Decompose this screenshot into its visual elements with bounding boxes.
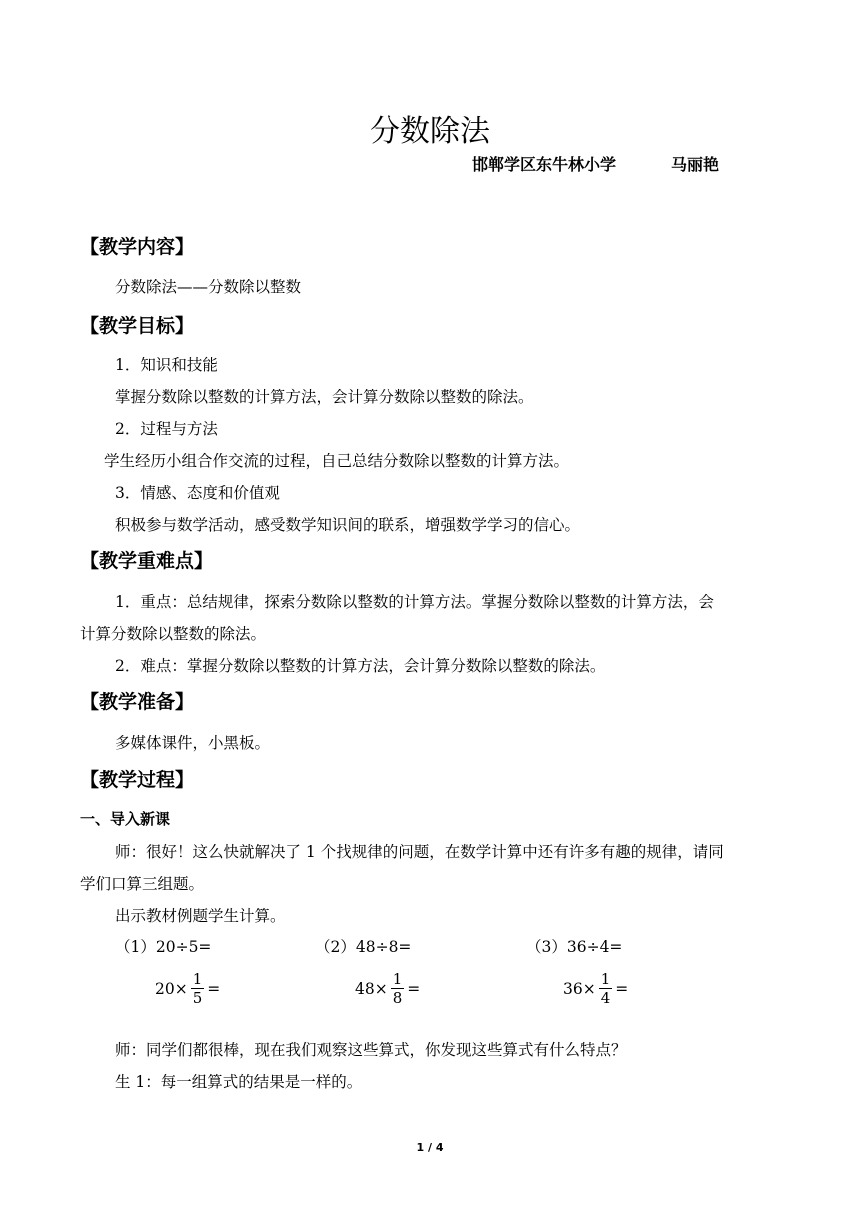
author-name: 马丽艳 bbox=[671, 155, 720, 174]
goal1-title: 1．知识和技能 bbox=[115, 356, 218, 374]
key-point-2: 2．难点：掌握分数除以整数的计算方法，会计算分数除以整数的除法。 bbox=[115, 657, 606, 675]
page-number: 1 / 4 bbox=[416, 1141, 444, 1154]
goal2-text: 学生经历小组合作交流的过程，自己总结分数除以整数的计算方法。 bbox=[104, 452, 570, 470]
author-school: 邯郸学区东牛林小学 bbox=[472, 155, 617, 174]
section-heading-process: 【教学过程】 bbox=[80, 769, 195, 791]
equals-sign: = bbox=[207, 979, 221, 998]
problem-2-division: （2）48÷8= bbox=[315, 938, 412, 956]
preparation-text: 多媒体课件，小黑板。 bbox=[115, 734, 271, 752]
fraction-numerator: 1 bbox=[392, 970, 403, 988]
section-heading-key-points: 【教学重难点】 bbox=[80, 550, 214, 572]
key-point-1-line-2: 计算分数除以整数的除法。 bbox=[80, 625, 267, 643]
problem-1-multiply-left: 20× bbox=[155, 979, 188, 998]
fraction-denominator: 4 bbox=[600, 989, 611, 1007]
page-title: 分数除法 bbox=[370, 114, 490, 149]
content-text: 分数除法——分数除以整数 bbox=[115, 278, 302, 296]
section-heading-goals: 【教学目标】 bbox=[80, 315, 195, 337]
section-heading-preparation: 【教学准备】 bbox=[80, 691, 195, 713]
fraction-one-fourth bbox=[599, 970, 613, 1007]
student-line: 生 1：每一组算式的结果是一样的。 bbox=[115, 1073, 363, 1091]
problem-3-division: （3）36÷4= bbox=[526, 938, 623, 956]
problem-2-multiply bbox=[355, 970, 420, 1007]
fraction-one-eighth bbox=[391, 970, 405, 1007]
goal1-text: 掌握分数除以整数的计算方法，会计算分数除以整数的除法。 bbox=[115, 388, 534, 406]
problem-1-multiply bbox=[155, 970, 220, 1007]
key-point-1-line-1: 1．重点：总结规律，探索分数除以整数的计算方法。掌握分数除以整数的计算方法，会 bbox=[115, 593, 714, 611]
intro-line-1: 师：很好！这么快就解决了 1 个找规律的问题，在数学计算中还有许多有趣的规律，请同 bbox=[115, 843, 724, 861]
fraction-numerator: 1 bbox=[192, 970, 203, 988]
fraction-numerator: 1 bbox=[600, 970, 611, 988]
goal3-title: 3．情感、态度和价值观 bbox=[115, 484, 280, 502]
goal2-title: 2．过程与方法 bbox=[115, 420, 218, 438]
teacher-line: 师：同学们都很棒，现在我们观察这些算式，你发现这些算式有什么特点？ bbox=[115, 1041, 627, 1059]
problem-2-multiply-left: 48× bbox=[355, 979, 388, 998]
intro-line-3: 出示教材例题学生计算。 bbox=[115, 907, 286, 925]
goal3-text: 积极参与数学活动，感受数学知识间的联系，增强数学学习的信心。 bbox=[115, 516, 581, 534]
fraction-one-fifth bbox=[191, 970, 205, 1007]
problem-3-multiply bbox=[563, 970, 628, 1007]
equals-sign: = bbox=[407, 979, 421, 998]
section-heading-content: 【教学内容】 bbox=[80, 236, 195, 258]
problem-1-division: （1）20÷5= bbox=[115, 938, 212, 956]
fraction-denominator: 5 bbox=[192, 989, 203, 1007]
intro-line-2: 学们口算三组题。 bbox=[80, 875, 205, 893]
fraction-denominator: 8 bbox=[392, 989, 403, 1007]
intro-subheading: 一、导入新课 bbox=[80, 810, 171, 828]
problem-3-multiply-left: 36× bbox=[563, 979, 596, 998]
equals-sign: = bbox=[615, 979, 629, 998]
